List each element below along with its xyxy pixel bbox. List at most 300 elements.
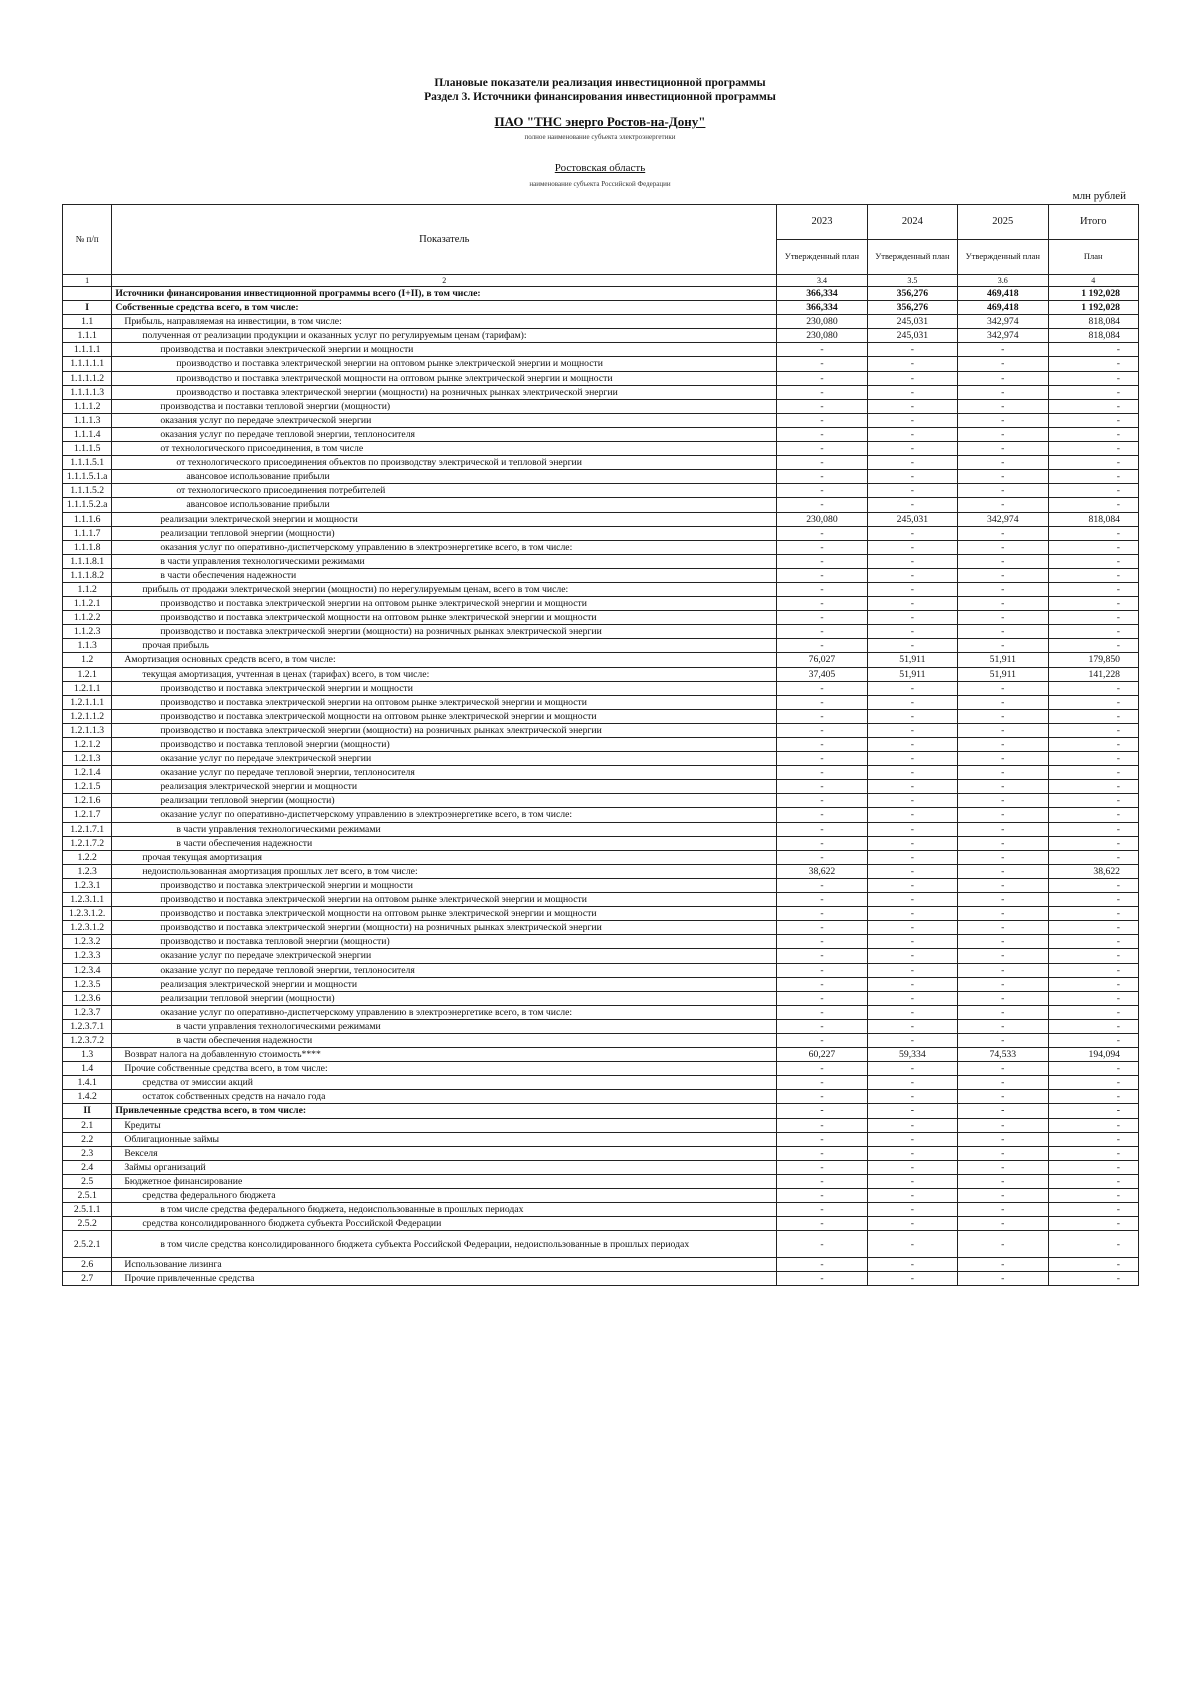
row-year-value: -	[777, 540, 867, 554]
table-row	[63, 639, 1139, 653]
row-year-value: -	[867, 681, 957, 695]
row-indicator: производство и поставка электрической мощности на оптовом рынке электрической энергии и мощности	[112, 371, 777, 385]
table-row	[63, 1189, 1139, 1203]
table-row	[63, 1146, 1139, 1160]
row-year-value: -	[777, 625, 867, 639]
row-indicator: в части управления технологическими режимами	[112, 1019, 777, 1033]
row-year-value: -	[867, 878, 957, 892]
row-year-value: 469,418	[958, 301, 1048, 315]
table-row	[63, 921, 1139, 935]
row-year-value: -	[867, 695, 957, 709]
table-row	[63, 1005, 1139, 1019]
row-year-value: -	[777, 1090, 867, 1104]
table-row	[63, 1019, 1139, 1033]
row-year-value: 51,911	[958, 667, 1048, 681]
table-row	[63, 1118, 1139, 1132]
row-year-value: -	[867, 1076, 957, 1090]
row-indicator: от технологического присоединения потребителей	[112, 484, 777, 498]
row-year-value: -	[867, 1231, 957, 1258]
row-number: 1.1	[63, 315, 112, 329]
row-year-value: -	[777, 554, 867, 568]
row-indicator: Прибыль, направляемая на инвестиции, в том числе:	[112, 315, 777, 329]
row-total-value: -	[1048, 921, 1139, 935]
row-year-value: -	[958, 681, 1048, 695]
table-row	[63, 413, 1139, 427]
row-year-value: -	[958, 1258, 1048, 1272]
row-indicator: прочая прибыль	[112, 639, 777, 653]
row-indicator: в части обеспечения надежности	[112, 836, 777, 850]
row-total-value: -	[1048, 723, 1139, 737]
row-indicator: оказание услуг по передаче тепловой энергии, теплоносителя	[112, 766, 777, 780]
row-indicator: производство и поставка электрической мощности на оптовом рынке электрической энергии и мощности	[112, 611, 777, 625]
row-year-value: -	[958, 597, 1048, 611]
row-year-value: 469,418	[958, 287, 1048, 301]
row-year-value: -	[777, 1146, 867, 1160]
row-year-value: -	[958, 568, 1048, 582]
row-indicator: в части обеспечения надежности	[112, 1033, 777, 1047]
table-row	[63, 1033, 1139, 1047]
row-year-value: -	[867, 413, 957, 427]
row-year-value: -	[867, 1258, 957, 1272]
table-row	[63, 301, 1139, 315]
row-year-value: -	[777, 836, 867, 850]
row-year-value: -	[867, 977, 957, 991]
row-number: 1.1.2	[63, 582, 112, 596]
row-total-value: 141,228	[1048, 667, 1139, 681]
row-number: 1.1.1.5.2.a	[63, 498, 112, 512]
row-year-value: 74,533	[958, 1048, 1048, 1062]
row-number: 1.1.2.1	[63, 597, 112, 611]
row-year-value: -	[777, 484, 867, 498]
table-row	[63, 794, 1139, 808]
row-year-value: -	[777, 780, 867, 794]
row-year-value: 356,276	[867, 287, 957, 301]
row-total-value: -	[1048, 442, 1139, 456]
row-year-value: -	[867, 1019, 957, 1033]
row-total-value: -	[1048, 639, 1139, 653]
document-title: Плановые показатели реализация инвестиционной программы	[434, 77, 766, 89]
row-number: 2.5.1.1	[63, 1203, 112, 1217]
row-year-value: -	[777, 991, 867, 1005]
row-year-value: -	[777, 470, 867, 484]
row-indicator: остаток собственных средств на начало года	[112, 1090, 777, 1104]
row-total-value: -	[1048, 498, 1139, 512]
row-year-value: -	[867, 470, 957, 484]
row-number: 1.2.3.6	[63, 991, 112, 1005]
row-number: 1.2.3.1.2.	[63, 907, 112, 921]
row-indicator: производство и поставка электрической мощности на оптовом рынке электрической энергии и мощности	[112, 907, 777, 921]
row-year-value: -	[958, 498, 1048, 512]
row-indicator: Векселя	[112, 1146, 777, 1160]
row-year-value: -	[777, 977, 867, 991]
row-indicator: производство и поставка тепловой энергии (мощности)	[112, 738, 777, 752]
row-number: 2.1	[63, 1118, 112, 1132]
row-indicator: производство и поставка электрической мощности на оптовом рынке электрической энергии и мощности	[112, 709, 777, 723]
row-year-value: -	[958, 850, 1048, 864]
row-year-value: -	[867, 991, 957, 1005]
row-indicator: производство и поставка электрической энергии на оптовом рынке электрической энергии и мощности	[112, 695, 777, 709]
row-year-value: -	[958, 1033, 1048, 1047]
row-year-value: -	[777, 893, 867, 907]
row-year-value: -	[867, 1132, 957, 1146]
row-indicator: Прочие привлеченные средства	[112, 1272, 777, 1286]
row-year-value: -	[867, 1217, 957, 1231]
row-indicator: Возврат налога на добавленную стоимость****	[112, 1048, 777, 1062]
row-year-value: -	[867, 1146, 957, 1160]
row-year-value: -	[867, 1062, 957, 1076]
row-year-value: -	[867, 780, 957, 794]
row-year-value: -	[958, 878, 1048, 892]
row-total-value: -	[1048, 709, 1139, 723]
row-number: 1.2.3.2	[63, 935, 112, 949]
row-number: 1.2	[63, 653, 112, 667]
row-year-value: -	[958, 1090, 1048, 1104]
row-year-value: -	[958, 1146, 1048, 1160]
table-row	[63, 315, 1139, 329]
table-row	[63, 470, 1139, 484]
row-indicator: оказание услуг по передаче электрической энергии	[112, 949, 777, 963]
row-indicator: производства и поставки электрической энергии и мощности	[112, 343, 777, 357]
row-indicator: в части управления технологическими режимами	[112, 822, 777, 836]
row-indicator: оказание услуг по оперативно-диспетчерскому управлению в электроэнергетике всего, в том числе:	[112, 1005, 777, 1019]
row-total-value: -	[1048, 1062, 1139, 1076]
row-number: 1.2.1.7	[63, 808, 112, 822]
row-year-value: -	[777, 1231, 867, 1258]
row-year-value: 245,031	[867, 329, 957, 343]
row-total-value: -	[1048, 1189, 1139, 1203]
row-indicator: авансовое использование прибыли	[112, 498, 777, 512]
row-number: 1.2.3.4	[63, 963, 112, 977]
col-subheader: Утвержденный план	[867, 240, 957, 275]
col-number: 3.5	[867, 275, 957, 287]
organization-name	[0, 114, 1200, 130]
row-year-value: -	[867, 385, 957, 399]
row-year-value: -	[958, 385, 1048, 399]
row-year-value: -	[777, 611, 867, 625]
row-number: 1.2.3.1	[63, 878, 112, 892]
row-total-value: -	[1048, 399, 1139, 413]
row-year-value: -	[867, 921, 957, 935]
organization-name-text: ПАО "ТНС энерго Ростов-на-Дону"	[494, 114, 706, 129]
row-total-value: -	[1048, 738, 1139, 752]
row-year-value: -	[958, 1062, 1048, 1076]
row-total-value: -	[1048, 1132, 1139, 1146]
row-total-value: -	[1048, 611, 1139, 625]
row-year-value: -	[867, 582, 957, 596]
row-total-value: -	[1048, 1076, 1139, 1090]
row-year-value: -	[958, 484, 1048, 498]
col-number: 3.6	[958, 275, 1048, 287]
row-year-value: -	[867, 1160, 957, 1174]
row-year-value: -	[958, 766, 1048, 780]
table-row	[63, 484, 1139, 498]
row-year-value: -	[958, 1272, 1048, 1286]
row-total-value: -	[1048, 1160, 1139, 1174]
row-number: 1.2.1.1	[63, 681, 112, 695]
row-number: 1.2.1.6	[63, 794, 112, 808]
row-year-value: -	[958, 582, 1048, 596]
row-year-value: -	[958, 456, 1048, 470]
table-row	[63, 442, 1139, 456]
row-number: 1.1.1.8	[63, 540, 112, 554]
table-row	[63, 357, 1139, 371]
row-number: 1.3	[63, 1048, 112, 1062]
row-year-value: -	[867, 864, 957, 878]
row-indicator: от технологического присоединения, в том числе	[112, 442, 777, 456]
row-total-value: -	[1048, 780, 1139, 794]
row-indicator: реализации тепловой энергии (мощности)	[112, 526, 777, 540]
row-total-value: -	[1048, 836, 1139, 850]
row-year-value: -	[958, 1118, 1048, 1132]
row-number: 1.1.1.3	[63, 413, 112, 427]
row-indicator: оказание услуг по оперативно-диспетчерскому управлению в электроэнергетике всего, в том числе:	[112, 808, 777, 822]
row-indicator: Облигационные займы	[112, 1132, 777, 1146]
col-subheader: План	[1048, 240, 1139, 275]
table-row	[63, 399, 1139, 413]
row-year-value: -	[867, 893, 957, 907]
row-number: 1.2.1.7.2	[63, 836, 112, 850]
row-indicator: реализации тепловой энергии (мощности)	[112, 794, 777, 808]
table-row	[63, 766, 1139, 780]
row-number: 1.4.2	[63, 1090, 112, 1104]
row-year-value: -	[777, 1272, 867, 1286]
row-year-value: -	[958, 526, 1048, 540]
row-year-value: -	[777, 639, 867, 653]
row-number: 2.7	[63, 1272, 112, 1286]
row-total-value: -	[1048, 1146, 1139, 1160]
row-year-value: -	[867, 498, 957, 512]
row-total-value: -	[1048, 343, 1139, 357]
table-row	[63, 991, 1139, 1005]
row-year-value: -	[958, 822, 1048, 836]
section-title: Раздел 3. Источники финансирования инвестиционной программы	[424, 91, 776, 103]
row-year-value: -	[958, 1203, 1048, 1217]
row-year-value: -	[958, 611, 1048, 625]
row-year-value: -	[777, 1258, 867, 1272]
row-year-value: 366,334	[777, 287, 867, 301]
row-indicator: средства консолидированного бюджета субъекта Российской Федерации	[112, 1217, 777, 1231]
row-number: 1.2.3.3	[63, 949, 112, 963]
table-row	[63, 723, 1139, 737]
region-name	[0, 161, 1200, 175]
row-year-value: -	[867, 907, 957, 921]
row-number: 1.2.1.2	[63, 738, 112, 752]
row-year-value: -	[958, 935, 1048, 949]
row-number: 1.1.1.1.1	[63, 357, 112, 371]
row-number: 1.4.1	[63, 1076, 112, 1090]
row-number: 1.1.3	[63, 639, 112, 653]
row-year-value: -	[958, 963, 1048, 977]
row-year-value: 51,911	[867, 653, 957, 667]
row-year-value: -	[777, 907, 867, 921]
row-year-value: -	[867, 597, 957, 611]
row-year-value: -	[958, 752, 1048, 766]
table-row	[63, 949, 1139, 963]
row-total-value: -	[1048, 907, 1139, 921]
table-row	[63, 752, 1139, 766]
row-number: I	[63, 301, 112, 315]
row-year-value: 342,974	[958, 329, 1048, 343]
row-year-value: -	[867, 794, 957, 808]
table-row	[63, 681, 1139, 695]
row-year-value: -	[958, 921, 1048, 935]
row-year-value: -	[867, 709, 957, 723]
row-year-value: -	[867, 963, 957, 977]
row-year-value: -	[867, 1118, 957, 1132]
row-year-value: -	[867, 1174, 957, 1188]
row-year-value: -	[867, 554, 957, 568]
row-indicator: средства от эмиссии акций	[112, 1076, 777, 1090]
table-row	[63, 1231, 1139, 1258]
row-year-value: -	[867, 639, 957, 653]
row-year-value: -	[958, 1005, 1048, 1019]
row-total-value: -	[1048, 1104, 1139, 1118]
row-number: 1.2.2	[63, 850, 112, 864]
row-number: 1.1.1.8.1	[63, 554, 112, 568]
row-total-value: -	[1048, 526, 1139, 540]
row-year-value: -	[867, 357, 957, 371]
table-row	[63, 456, 1139, 470]
row-year-value: -	[777, 723, 867, 737]
row-indicator: оказание услуг по передаче электрической энергии	[112, 752, 777, 766]
row-indicator: авансовое использование прибыли	[112, 470, 777, 484]
row-total-value: 818,084	[1048, 329, 1139, 343]
row-year-value: 245,031	[867, 315, 957, 329]
row-indicator: Прочие собственные средства всего, в том числе:	[112, 1062, 777, 1076]
row-number: II	[63, 1104, 112, 1118]
row-year-value: -	[867, 1104, 957, 1118]
row-year-value: -	[867, 1033, 957, 1047]
row-year-value: -	[958, 1132, 1048, 1146]
row-total-value: -	[1048, 977, 1139, 991]
organization-caption: полное наименование субъекта электроэнергетики	[524, 133, 676, 141]
row-number: 1.2.1.1.2	[63, 709, 112, 723]
row-number: 1.1.2.2	[63, 611, 112, 625]
row-year-value: -	[777, 526, 867, 540]
table-row	[63, 1203, 1139, 1217]
row-year-value: -	[777, 1203, 867, 1217]
row-total-value: 818,084	[1048, 315, 1139, 329]
row-year-value: -	[777, 1160, 867, 1174]
row-year-value: -	[777, 568, 867, 582]
row-total-value: -	[1048, 808, 1139, 822]
row-number: 2.5.2.1	[63, 1231, 112, 1258]
row-year-value: 342,974	[958, 315, 1048, 329]
row-indicator: реализация электрической энергии и мощности	[112, 977, 777, 991]
row-indicator: оказание услуг по передаче тепловой энергии, теплоносителя	[112, 963, 777, 977]
header-row-column-numbers	[63, 275, 1139, 287]
row-year-value: -	[777, 752, 867, 766]
row-indicator: оказания услуг по передаче электрической энергии	[112, 413, 777, 427]
row-number: 1.1.1	[63, 329, 112, 343]
row-year-value: -	[777, 963, 867, 977]
col-header-year: 2024	[867, 205, 957, 240]
col-header-year: 2023	[777, 205, 867, 240]
table-row	[63, 808, 1139, 822]
row-indicator: Бюджетное финансирование	[112, 1174, 777, 1188]
row-total-value: -	[1048, 625, 1139, 639]
row-year-value: -	[777, 1062, 867, 1076]
table-row	[63, 568, 1139, 582]
row-total-value: -	[1048, 1090, 1139, 1104]
row-total-value: -	[1048, 1203, 1139, 1217]
table-row	[63, 371, 1139, 385]
row-year-value: -	[958, 427, 1048, 441]
table-row	[63, 343, 1139, 357]
row-indicator: реализации электрической энергии и мощности	[112, 512, 777, 526]
row-number: 1.1.1.6	[63, 512, 112, 526]
row-number: 1.1.1.4	[63, 427, 112, 441]
table-row	[63, 582, 1139, 596]
row-total-value: 1 192,028	[1048, 287, 1139, 301]
table-row	[63, 540, 1139, 554]
row-year-value: -	[777, 413, 867, 427]
row-indicator: прибыль от продажи электрической энергии (мощности) по нерегулируемым ценам, всего в том числе:	[112, 582, 777, 596]
row-year-value: 366,334	[777, 301, 867, 315]
row-total-value: -	[1048, 540, 1139, 554]
row-year-value: -	[867, 456, 957, 470]
row-total-value: -	[1048, 991, 1139, 1005]
row-year-value: -	[777, 822, 867, 836]
table-row	[63, 907, 1139, 921]
row-total-value: -	[1048, 752, 1139, 766]
row-year-value: -	[958, 907, 1048, 921]
table-row	[63, 709, 1139, 723]
table-row	[63, 611, 1139, 625]
row-year-value: 356,276	[867, 301, 957, 315]
table-row	[63, 1160, 1139, 1174]
row-year-value: -	[958, 1231, 1048, 1258]
row-indicator: оказания услуг по передаче тепловой энергии, теплоносителя	[112, 427, 777, 441]
row-indicator: производство и поставка электрической энергии (мощности) на розничных рынках электрической энергии	[112, 625, 777, 639]
table-row	[63, 512, 1139, 526]
row-number: 1.2.1.7.1	[63, 822, 112, 836]
row-total-value: -	[1048, 1258, 1139, 1272]
table-row	[63, 878, 1139, 892]
row-year-value: 60,227	[777, 1048, 867, 1062]
row-total-value: -	[1048, 582, 1139, 596]
row-year-value: 230,080	[777, 315, 867, 329]
col-header-total: Итого	[1048, 205, 1139, 240]
row-year-value: 51,911	[958, 653, 1048, 667]
row-indicator: Займы организаций	[112, 1160, 777, 1174]
table-row	[63, 1272, 1139, 1286]
row-number: 2.5.1	[63, 1189, 112, 1203]
table-row	[63, 893, 1139, 907]
row-indicator: полученная от реализации продукции и оказанных услуг по регулируемым ценам (тарифам):	[112, 329, 777, 343]
row-year-value: -	[867, 822, 957, 836]
row-number: 1.1.1.1	[63, 343, 112, 357]
row-year-value: -	[777, 935, 867, 949]
col-subheader: Утвержденный план	[777, 240, 867, 275]
row-year-value: -	[777, 878, 867, 892]
row-year-value: -	[867, 625, 957, 639]
row-year-value: -	[867, 850, 957, 864]
row-year-value: -	[958, 470, 1048, 484]
col-header-year: 2025	[958, 205, 1048, 240]
row-indicator: производство и поставка электрической энергии и мощности	[112, 878, 777, 892]
col-number: 1	[63, 275, 112, 287]
row-year-value: -	[867, 568, 957, 582]
row-indicator: Кредиты	[112, 1118, 777, 1132]
row-indicator: в части обеспечения надежности	[112, 568, 777, 582]
row-number: 2.5	[63, 1174, 112, 1188]
row-number: 1.1.1.7	[63, 526, 112, 540]
row-year-value: -	[777, 498, 867, 512]
units-label: млн рублей	[1072, 190, 1126, 202]
row-total-value: -	[1048, 695, 1139, 709]
row-year-value: 37,405	[777, 667, 867, 681]
